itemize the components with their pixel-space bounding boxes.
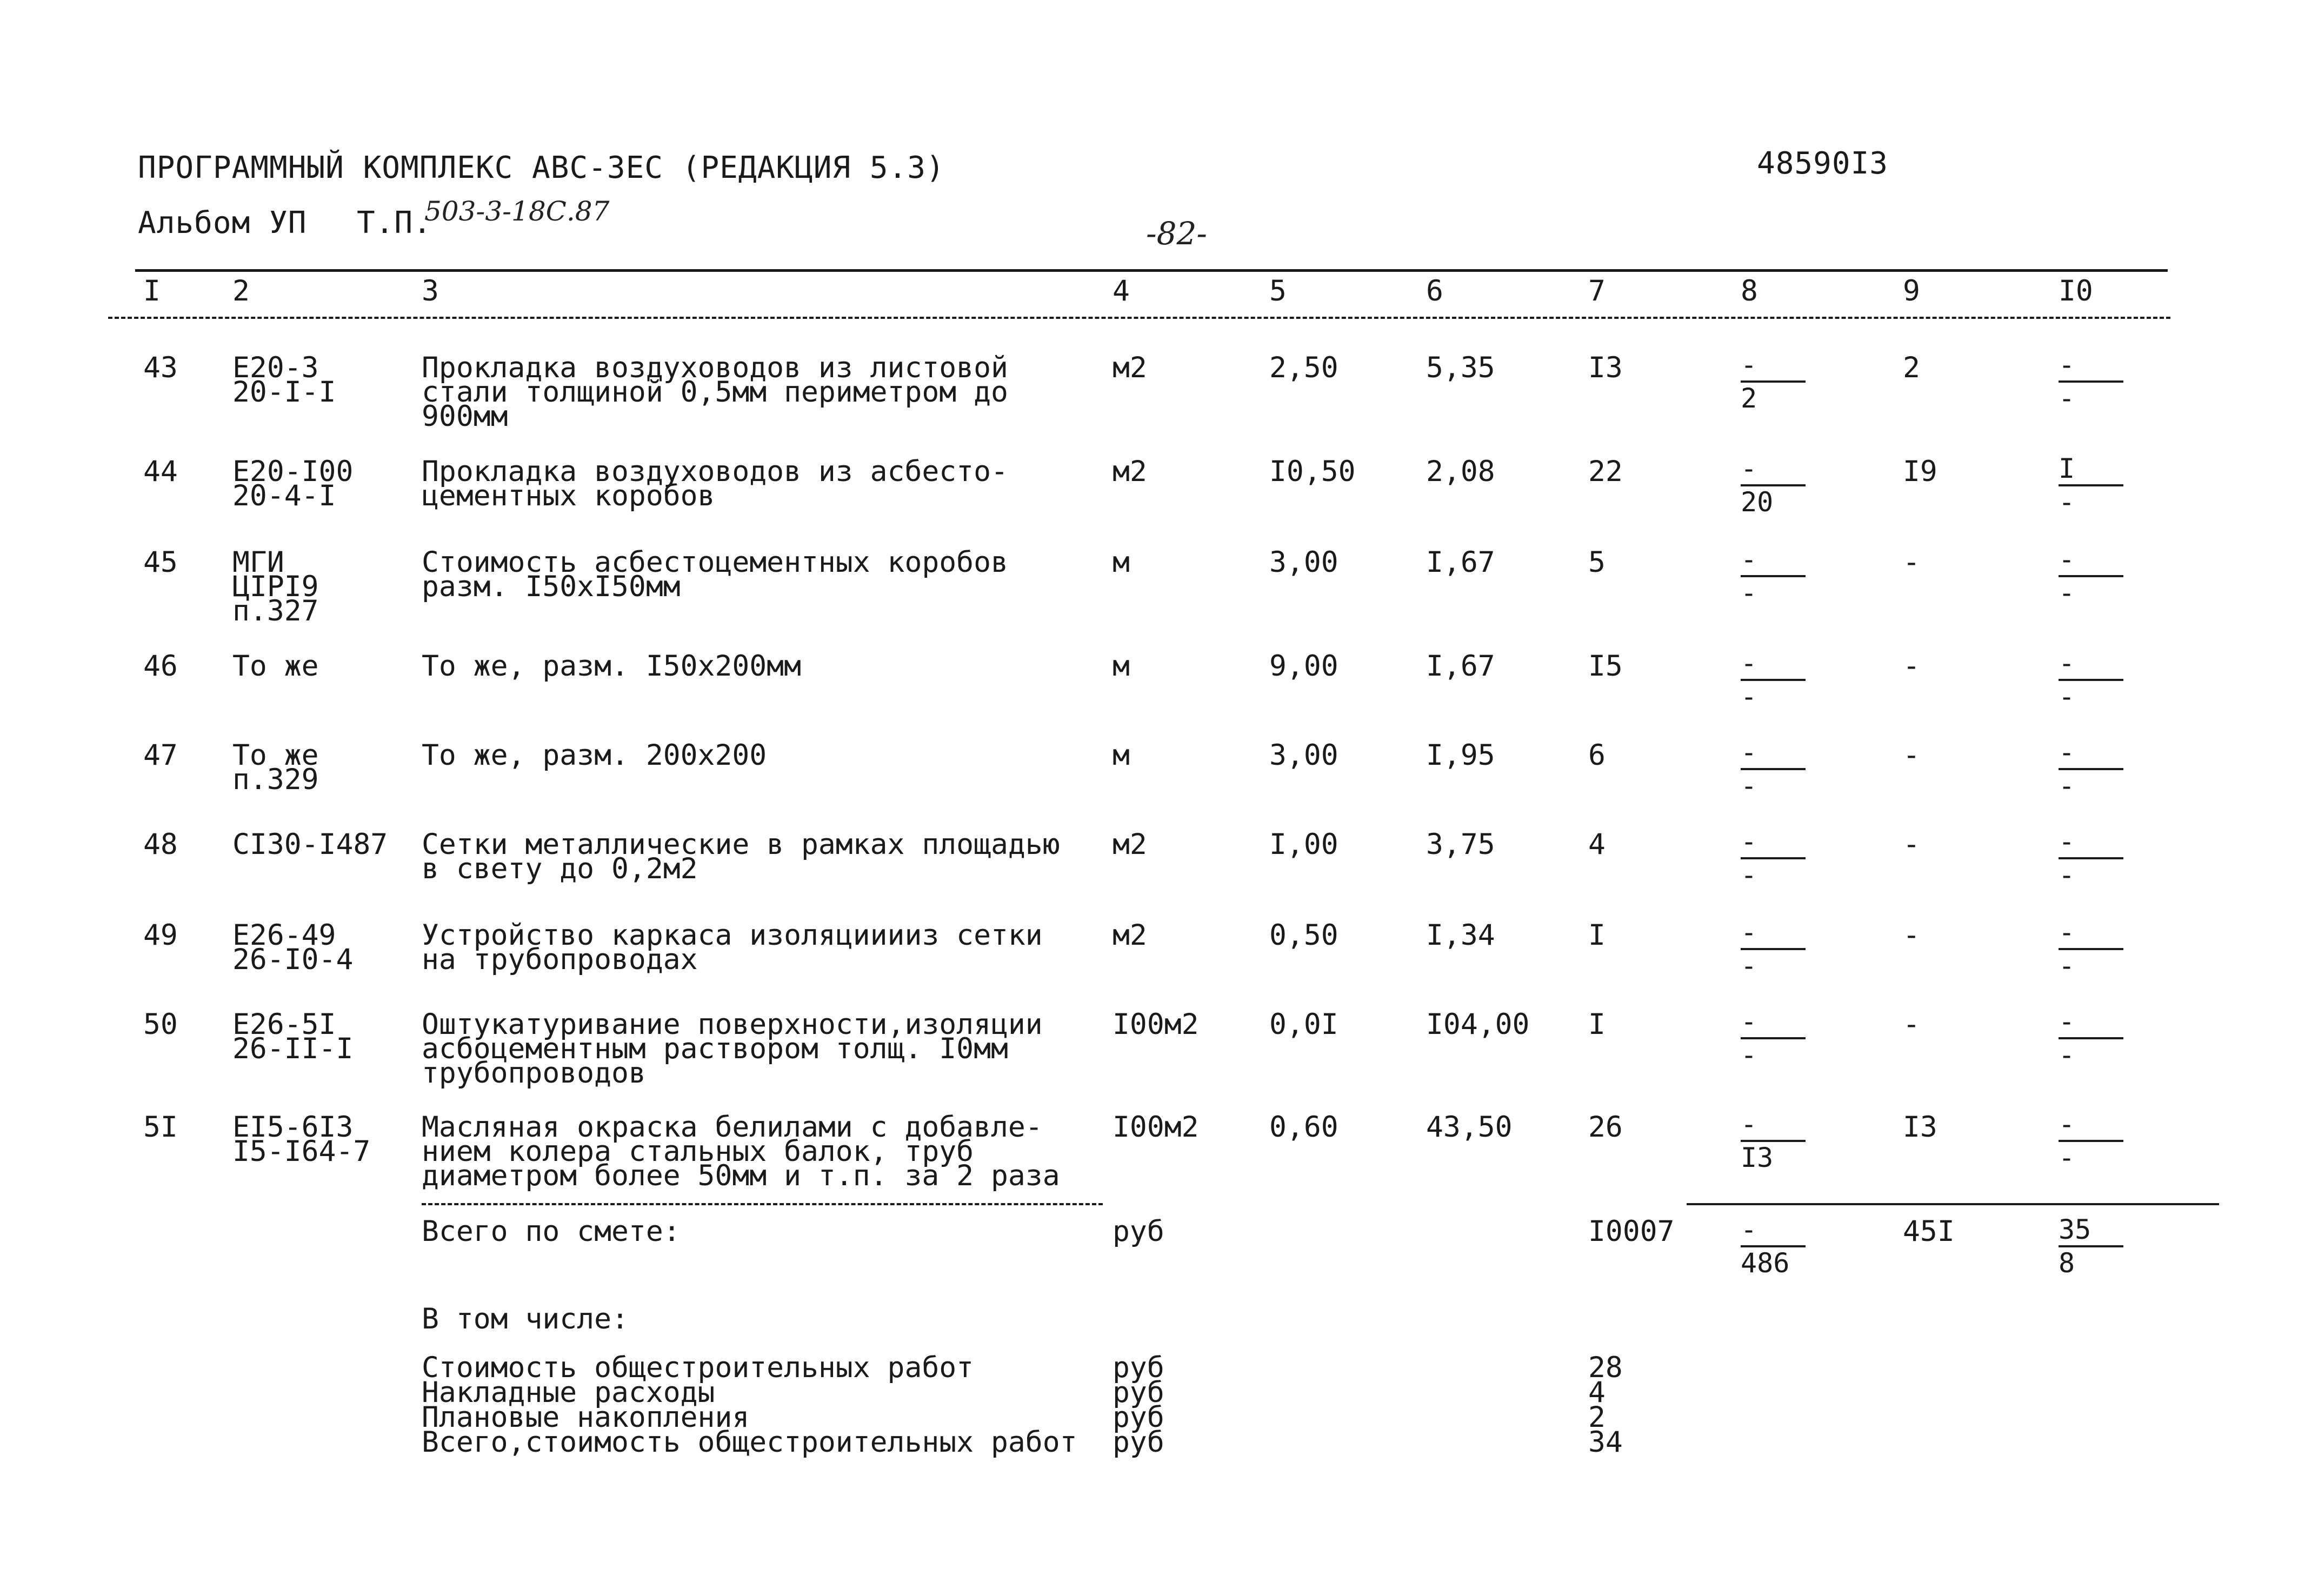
row-col10-top: -: [2059, 826, 2075, 857]
row-total: I: [1588, 1008, 1606, 1041]
row-code-line: Е26-5I: [232, 1008, 336, 1041]
row-quantity: 9,00: [1269, 650, 1338, 683]
row-code-line: То же: [232, 650, 319, 683]
total-col10-top: 35: [2059, 1214, 2091, 1245]
row-number: 45: [143, 546, 178, 579]
row-total: 4: [1588, 828, 1606, 861]
row-total: I5: [1588, 650, 1623, 683]
row-col10: [2059, 1108, 2129, 1173]
total-label: Всего по смете:: [422, 1215, 681, 1248]
row-col8-bottom: -: [1741, 770, 1757, 802]
row-code-line: 20-I-I: [232, 376, 336, 409]
tp-handwritten-value: 503-3-18С.87: [424, 196, 610, 227]
row-description-line: То же, разм. I50х200мм: [422, 650, 801, 683]
row-col10-bottom: -: [2059, 1039, 2075, 1071]
column-header-4: 4: [1113, 275, 1130, 308]
row-col10-bottom: -: [2059, 577, 2075, 609]
row-unit-price: I,95: [1426, 739, 1495, 772]
row-code-line: 26-I0-4: [232, 943, 354, 976]
row-code: [232, 919, 354, 976]
total-col10-bottom: 8: [2059, 1247, 2075, 1279]
row-code-line: I5-I64-7: [232, 1135, 371, 1168]
header-bottom-rule: [108, 317, 2170, 319]
row-description-line: Оштукатуривание поверхности,изоляции: [422, 1008, 1043, 1041]
including-item-label: Плановые накопления: [422, 1401, 750, 1434]
row-number: 47: [143, 739, 178, 772]
album-label: Альбом УП: [138, 205, 307, 241]
row-description: [422, 546, 1008, 603]
row-col8-top: -: [1741, 349, 1757, 380]
row-description-line: асбоцементным раствором толщ. I0мм: [422, 1032, 1008, 1065]
column-header-6: 6: [1426, 275, 1443, 308]
row-description-line: трубопроводов: [422, 1057, 646, 1090]
row-unit: I00м2: [1113, 1008, 1199, 1041]
row-description: [422, 650, 801, 683]
row-code-line: То же: [232, 739, 319, 772]
row-col10-bottom: -: [2059, 486, 2075, 518]
row-col8-top: -: [1741, 544, 1757, 575]
row-col10-bottom: -: [2059, 950, 2075, 981]
document-number: 48590I3: [1757, 146, 1889, 181]
row-unit-price: 2,08: [1426, 455, 1495, 488]
row-quantity: 0,0I: [1269, 1008, 1338, 1041]
row-code-line: ЦIРI9: [232, 570, 319, 603]
total-col8: [1741, 1216, 1811, 1277]
row-col10: [2059, 544, 2129, 609]
row-quantity: I0,50: [1269, 455, 1356, 488]
row-code: [232, 828, 388, 861]
row-quantity: 3,00: [1269, 739, 1338, 772]
including-item-unit: руб: [1113, 1401, 1164, 1434]
row-unit-price: 43,50: [1426, 1111, 1513, 1144]
row-col10: [2059, 919, 2129, 979]
row-code: [232, 455, 354, 512]
row-col10: [2059, 828, 2129, 889]
row-col8-top: -: [1741, 647, 1757, 679]
row-description-line: Устройство каркаса изоляцииииз сетки: [422, 919, 1043, 952]
row-col10-top: -: [2059, 647, 2075, 679]
row-col9: I9: [1903, 455, 1937, 488]
row-unit: м: [1113, 739, 1130, 772]
row-col8: [1741, 351, 1811, 412]
row-quantity: 3,00: [1269, 546, 1338, 579]
row-col10-top: -: [2059, 1006, 2075, 1037]
row-col8-top: -: [1741, 1108, 1757, 1140]
row-description: [422, 1008, 1043, 1090]
row-col8: [1741, 919, 1811, 979]
total-col8-top: -: [1741, 1214, 1757, 1245]
row-unit: м2: [1113, 351, 1147, 384]
row-number: 43: [143, 351, 178, 384]
row-col10-top: I: [2059, 453, 2075, 484]
row-col8-bottom: 2: [1741, 383, 1757, 414]
row-code-line: 26-II-I: [232, 1032, 354, 1065]
row-description-line: Масляная окраска белилами с добавле-: [422, 1111, 1043, 1144]
row-description: [422, 455, 1008, 512]
column-header-9: 9: [1903, 275, 1920, 308]
row-quantity: 2,50: [1269, 351, 1338, 384]
including-label: В том числе:: [422, 1303, 629, 1335]
total-col9: 45I: [1903, 1215, 1955, 1248]
row-col10-top: -: [2059, 917, 2075, 948]
row-col8-top: -: [1741, 737, 1757, 768]
row-quantity: 0,60: [1269, 1111, 1338, 1144]
row-total: I3: [1588, 351, 1623, 384]
including-item-value: 34: [1588, 1426, 1623, 1459]
row-total: 5: [1588, 546, 1606, 579]
row-code: [232, 546, 319, 627]
row-col9: -: [1903, 739, 1920, 772]
row-code-line: Е20-I00: [232, 455, 354, 488]
column-header-5: 5: [1269, 275, 1287, 308]
row-unit-price: 5,35: [1426, 351, 1495, 384]
row-description-line: Стоимость асбестоцементных коробов: [422, 546, 1008, 579]
total-value: I0007: [1588, 1215, 1675, 1248]
row-number: 5I: [143, 1111, 178, 1144]
row-description-line: Сетки металлические в рамках площадью: [422, 828, 1060, 861]
row-col8: [1741, 647, 1811, 712]
row-col8: [1741, 1008, 1811, 1069]
row-total: 26: [1588, 1111, 1623, 1144]
row-col10: [2059, 455, 2129, 516]
including-item-label: Всего,стоимость общестроительных работ: [422, 1426, 1077, 1459]
header-top-rule: [135, 269, 2168, 272]
row-code: [232, 1111, 371, 1168]
row-unit-price: I,67: [1426, 546, 1495, 579]
row-col8-top: -: [1741, 826, 1757, 857]
row-col10: [2059, 351, 2129, 412]
row-description: [422, 1111, 1060, 1192]
row-number: 48: [143, 828, 178, 861]
row-col8-bottom: -: [1741, 681, 1757, 712]
row-unit-price: I,67: [1426, 650, 1495, 683]
row-col9: -: [1903, 546, 1920, 579]
row-description-line: стали толщиной 0,5мм периметром до: [422, 376, 1008, 409]
totals-rule: [1687, 1203, 2219, 1205]
row-number: 49: [143, 919, 178, 952]
including-item-value: 4: [1588, 1376, 1606, 1409]
row-code: [232, 650, 319, 683]
row-col8-bottom: -: [1741, 859, 1757, 891]
row-quantity: I,00: [1269, 828, 1338, 861]
row-quantity: 0,50: [1269, 919, 1338, 952]
including-item-unit: руб: [1113, 1376, 1164, 1409]
row-unit: м: [1113, 546, 1130, 579]
row-col9: I3: [1903, 1111, 1937, 1144]
total-col8-bottom: 486: [1741, 1247, 1790, 1279]
row-col10-top: -: [2059, 1108, 2075, 1140]
row-col9: -: [1903, 1008, 1920, 1041]
row-code-line: СI30-I487: [232, 828, 388, 861]
total-unit: руб: [1113, 1215, 1164, 1248]
row-col8: [1741, 828, 1811, 889]
row-col10: [2059, 1008, 2129, 1069]
row-description-line: диаметром более 50мм и т.п. за 2 раза: [422, 1159, 1060, 1192]
column-header-3: 3: [422, 275, 439, 308]
row-col10-top: -: [2059, 737, 2075, 768]
including-item-label: Стоимость общестроительных работ: [422, 1351, 974, 1384]
row-code: [232, 351, 336, 409]
total-col10: [2059, 1216, 2129, 1277]
column-header-7: 7: [1588, 275, 1606, 308]
row-col10-top: -: [2059, 544, 2075, 575]
row-unit-price: 3,75: [1426, 828, 1495, 861]
row-total: I: [1588, 919, 1606, 952]
row-col10-bottom: -: [2059, 681, 2075, 712]
row-col8: [1741, 737, 1811, 802]
row-col8: [1741, 455, 1811, 516]
row-col10-bottom: -: [2059, 770, 2075, 802]
row-description-line: нием колера стальных балок, труб: [422, 1135, 974, 1168]
row-col8: [1741, 1108, 1811, 1173]
page-number: -82-: [1146, 215, 1207, 252]
row-description: [422, 351, 1008, 433]
row-col9: 2: [1903, 351, 1920, 384]
totals-dash-rule: [422, 1203, 1103, 1205]
row-code-line: МГИ: [232, 546, 284, 579]
column-header-1: I: [143, 275, 161, 308]
row-unit: м: [1113, 650, 1130, 683]
column-header-8: 8: [1741, 275, 1758, 308]
row-description: [422, 739, 767, 772]
tp-label: Т.П.: [357, 205, 432, 241]
row-col10-bottom: -: [2059, 383, 2075, 414]
row-col10-top: -: [2059, 349, 2075, 380]
row-code: [232, 739, 319, 796]
row-col8-bottom: -: [1741, 1039, 1757, 1071]
row-unit: I00м2: [1113, 1111, 1199, 1144]
program-title: ПРОГРАММНЫЙ КОМПЛЕКС АВС-ЗЕС (РЕДАКЦИЯ 5.3): [138, 150, 945, 185]
row-description-line: Прокладка воздуховодов из асбесто-: [422, 455, 1008, 488]
row-unit-price: I,34: [1426, 919, 1495, 952]
row-description-line: Прокладка воздуховодов из листовой: [422, 351, 1008, 384]
row-col8-bottom: 20: [1741, 486, 1774, 518]
row-code-line: п.327: [232, 595, 319, 627]
row-description-line: 900мм: [422, 400, 508, 433]
row-number: 44: [143, 455, 178, 488]
row-col9: -: [1903, 919, 1920, 952]
row-col8-bottom: -: [1741, 577, 1757, 609]
row-description-line: разм. I50хI50мм: [422, 570, 681, 603]
row-col8-top: -: [1741, 1006, 1757, 1037]
row-total: 22: [1588, 455, 1623, 488]
column-header-10: I0: [2059, 275, 2093, 308]
row-code-line: п.329: [232, 763, 319, 796]
row-description-line: То же, разм. 200х200: [422, 739, 767, 772]
row-col10-bottom: -: [2059, 859, 2075, 891]
row-col8-top: -: [1741, 917, 1757, 948]
including-item-unit: руб: [1113, 1351, 1164, 1384]
including-item-value: 2: [1588, 1401, 1606, 1434]
column-header-2: 2: [232, 275, 250, 308]
row-total: 6: [1588, 739, 1606, 772]
row-col8-bottom: I3: [1741, 1142, 1774, 1173]
row-code-line: Е20-3: [232, 351, 319, 384]
row-code-line: ЕI5-6I3: [232, 1111, 354, 1144]
including-item-label: Накладные расходы: [422, 1376, 715, 1409]
row-col8: [1741, 544, 1811, 609]
row-description-line: на трубопроводах: [422, 943, 698, 976]
row-col8-top: -: [1741, 453, 1757, 484]
row-col10: [2059, 737, 2129, 802]
row-description-line: цементных коробов: [422, 479, 715, 512]
including-item-value: 28: [1588, 1351, 1623, 1384]
row-unit: м2: [1113, 919, 1147, 952]
row-description: [422, 919, 1043, 976]
row-unit: м2: [1113, 828, 1147, 861]
row-unit: м2: [1113, 455, 1147, 488]
row-code-line: Е26-49: [232, 919, 336, 952]
row-description: [422, 828, 1060, 885]
row-number: 50: [143, 1008, 178, 1041]
row-col9: -: [1903, 650, 1920, 683]
row-col10-bottom: -: [2059, 1142, 2075, 1173]
row-number: 46: [143, 650, 178, 683]
row-description-line: в свету до 0,2м2: [422, 852, 698, 885]
row-col10: [2059, 647, 2129, 712]
row-col9: -: [1903, 828, 1920, 861]
row-code-line: 20-4-I: [232, 479, 336, 512]
row-col8-bottom: -: [1741, 950, 1757, 981]
including-item-unit: руб: [1113, 1426, 1164, 1459]
row-unit-price: I04,00: [1426, 1008, 1530, 1041]
row-code: [232, 1008, 354, 1065]
